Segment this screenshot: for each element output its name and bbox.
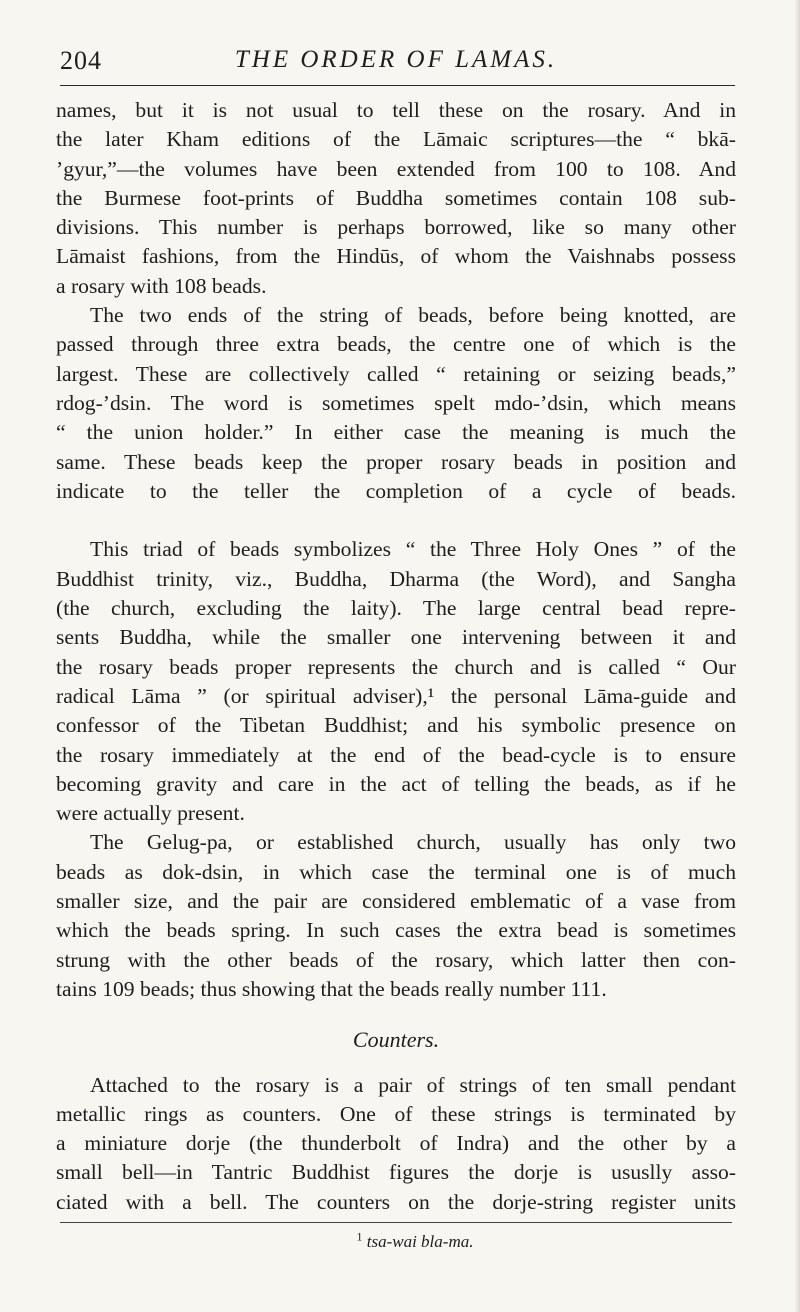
- paragraph-counters: [56, 1071, 736, 1217]
- text-line: metallic rings as counters. One of these strings is terminated by: [56, 1101, 736, 1126]
- text-line: rdog-’dsin. The word is sometimes spelt mdo-’dsin, which means: [56, 390, 736, 415]
- text-line: which the beads spring. In such cases the extra bead is sometimes: [56, 918, 736, 943]
- text-line: the Burmese foot-prints of Buddha sometimes contain 108 sub-: [56, 185, 736, 210]
- footnote-rule: [60, 1222, 732, 1223]
- text-line: becoming gravity and care in the act of telling the beads, as if he: [56, 771, 736, 796]
- footnote: [0, 1229, 800, 1252]
- paragraph-1: [56, 96, 736, 301]
- body-text: [56, 96, 736, 1217]
- text-line: sents Buddha, while the smaller one intervening between it and: [56, 625, 736, 650]
- text-line: Attached to the rosary is a pair of strings of ten small pendant: [90, 1072, 736, 1097]
- text-line: small bell—in Tantric Buddhist figures the dorje is ususlly asso-: [56, 1160, 736, 1185]
- text-line: a rosary with 108 beads.: [56, 273, 267, 298]
- paragraph-3: [56, 535, 736, 828]
- text-line: same. These beads keep the proper rosary beads in position and: [56, 449, 736, 474]
- text-line: The Gelug-pa, or established church, usually has only two: [90, 830, 736, 855]
- footnote-text: tsa-wai bla-ma.: [366, 1232, 474, 1251]
- text-line: ciated with a bell. The counters on the dorje-string register units: [56, 1189, 736, 1214]
- text-line: passed through three extra beads, the centre one of which is the: [56, 332, 736, 357]
- running-title: THE ORDER OF LAMAS.: [234, 46, 558, 73]
- page-edge: [794, 0, 800, 1312]
- text-line: the rosary immediately at the end of the bead-cycle is to ensure: [56, 742, 736, 767]
- text-line: smaller size, and the pair are considered emblematic of a vase from: [56, 889, 736, 914]
- text-line: were actually present.: [56, 801, 245, 826]
- text-line: “ the union holder.” In either case the meaning is much the: [56, 420, 736, 445]
- text-line: largest. These are collectively called “ retaining or seizing beads,”: [56, 361, 736, 386]
- footnote-marker: 1: [356, 1229, 363, 1244]
- text-line: indicate to the teller the completion of a cycle of beads.: [56, 478, 736, 503]
- text-line: This triad of beads symbolizes “ the Three Holy Ones ” of the: [90, 537, 736, 562]
- page-number: 204: [60, 46, 102, 75]
- text-line: radical Lāma ” (or spiritual adviser),¹ the personal Lāma-guide and: [56, 683, 736, 708]
- text-line: beads as dok-dsin, in which case the terminal one is of much: [56, 859, 736, 884]
- text-line: the later Kham editions of the Lāmaic scriptures—the “ bkā-: [56, 127, 736, 152]
- text-line: (the church, excluding the laity). The large central bead repre-: [56, 596, 736, 621]
- text-line: strung with the other beads of the rosary, which latter then con-: [56, 947, 736, 972]
- text-line: ’gyur,”—the volumes have been extended from 100 to 108. And: [56, 156, 736, 181]
- text-line: Buddhist trinity, viz., Buddha, Dharma (the Word), and Sangha: [56, 566, 736, 591]
- text-line: [56, 506, 736, 535]
- paragraph-2: [56, 301, 736, 535]
- text-line: confessor of the Tibetan Buddhist; and his symbolic presence on: [56, 713, 736, 738]
- header-rule: [60, 85, 735, 86]
- text-line: the rosary beads proper represents the church and is called “ Our: [56, 654, 736, 679]
- text-line: Lāmaist fashions, from the Hindūs, of whom the Vaishnabs possess: [56, 244, 736, 269]
- page-header: [60, 46, 732, 82]
- paragraph-4: [56, 828, 736, 1004]
- text-line: names, but it is not usual to tell these on the rosary. And in: [56, 98, 736, 122]
- text-line: divisions. This number is perhaps borrowed, like so many other: [56, 215, 736, 240]
- text-line: a miniature dorje (the thunderbolt of Indra) and the other by a: [56, 1131, 736, 1156]
- section-heading: Counters.: [352, 1027, 440, 1053]
- text-line: The two ends of the string of beads, before being knotted, are: [90, 303, 736, 328]
- text-line: tains 109 beads; thus showing that the beads really number 111.: [56, 976, 607, 1001]
